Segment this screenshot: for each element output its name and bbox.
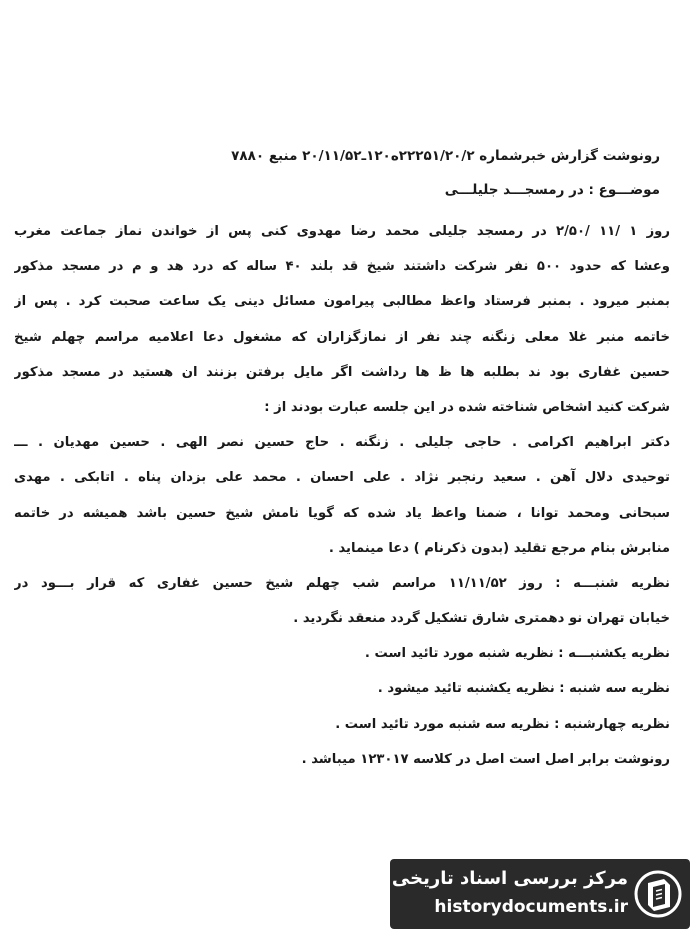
body-line: نظریه یکشنبـــه : نظریه شنبه مورد تائید است . [364, 646, 670, 662]
body-line: نظریه سه شنبه : نظریه یکشنبه تائید میشود . [377, 681, 670, 697]
body-line: دکتر ابراهیم اکرامی . حاجی جلیلی . زنگنه . حاج حسین نصر الهی . حسین مهدیان . ـــ [14, 435, 670, 451]
body-line: توحیدی دلال آهن . سعید رنجبر نژاد . علی احسان . محمد علی بزدان پناه . اتابکی . مهدی [14, 470, 670, 486]
body-line: منابرش بنام مرجع تقلید (بدون ذکرنام ) دعا مینماید . [328, 540, 670, 556]
body-line: خاتمه منبر غلا معلی زنگنه چند نفر از نمازگزاران که مشغول دعا اعلامیه مراسم چهلم شیخ [14, 329, 670, 345]
watermark-logo [390, 859, 690, 929]
body-line: رونوشت برابر اصل است اصل در کلاسه ۱۲۳۰۱۷ میباشد . [301, 751, 670, 767]
watermark-website: historydocuments.ir [434, 897, 628, 917]
document-subject: موضـــوع : در رمسجـــد جليلـــى [444, 182, 660, 198]
document-header: رونوشت گزارش خبرشماره ۲۲۲۵۱/۲۰/۲ه۱۲۰ـ۲۰/۱۱/۵۲ منبع ۷۸۸۰ [231, 148, 660, 164]
body-line: خیابان تهران نو دهمتری شارق تشکیل گردد منعقد نگردید . [293, 611, 670, 627]
document-body [14, 222, 670, 785]
body-line: نظریه چهارشنبه : نظریه سه شنبه مورد تائید است . [335, 716, 670, 732]
body-line: بمنبر میرود . بمنبر فرستاد واعظ مطالبی پیرامون مسائل دینی یک ساعت صحبت کرد . پس از [14, 294, 670, 310]
book-logo-icon [634, 867, 682, 921]
body-line: روز ۱ /۱۱ /۲/۵۰ در رمسجد جلیلی محمد رضا مهدوی کنی پس از خواندن نماز جماعت مغرب [14, 224, 670, 239]
body-line: سبحانی ومحمد توانا ، ضمنا واعظ یاد شده که گویا نامش شیخ حسین باشد همیشه در خاتمه [14, 505, 670, 521]
body-line: حسین غفاری بود ند بطلبه ها ظ ها رداشت اگر مایل برفتن بزنند ان هستید در مسجد مذکور [14, 364, 670, 380]
body-line: وعشا که حدود ۵۰۰ نفر شرکت داشتند شیخ قد بلند ۴۰ ساله که درد هد و م در مسجد مذکور [14, 259, 670, 275]
watermark-org-name: مرکز بررسی اسناد تاریخی [391, 868, 628, 889]
body-line: شرکت کنید اشخاص شناخته شده در این جلسه عبارت بودند از : [264, 399, 670, 415]
body-line: نظریه شنبـــه : روز ۱۱/۱۱/۵۲ مراسم شب چهلم شیخ حسین غفاری که قرار بـــود در [14, 575, 670, 591]
